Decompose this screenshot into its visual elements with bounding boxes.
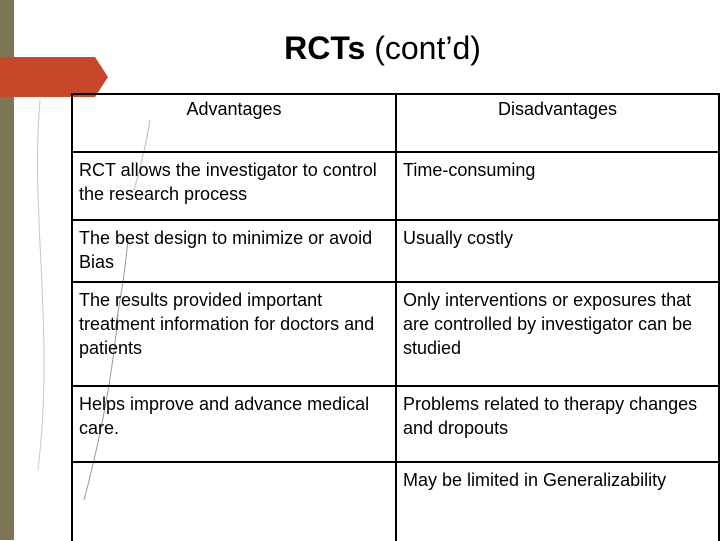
comparison-table xyxy=(71,93,720,541)
advantage-cell-empty xyxy=(72,462,396,541)
table-row xyxy=(72,462,719,541)
disadvantage-cell: Problems related to therapy changes and dropouts xyxy=(396,386,719,462)
header-disadvantages: Disadvantages xyxy=(396,94,719,152)
table-header-row xyxy=(72,94,719,152)
disadvantage-cell: Only interventions or exposures that are controlled by investigator can be studied xyxy=(396,282,719,386)
disadvantage-cell: Usually costly xyxy=(396,220,719,282)
advantage-cell: RCT allows the investigator to control the research process xyxy=(72,152,396,220)
disadvantage-cell: May be limited in Generalizability xyxy=(396,462,719,541)
table-row xyxy=(72,152,719,220)
disadvantage-cell: Time-consuming xyxy=(396,152,719,220)
table-row xyxy=(72,282,719,386)
advantage-cell: The results provided important treatment information for doctors and patients xyxy=(72,282,396,386)
slide-title-rest: (cont’d) xyxy=(365,30,481,66)
advantage-cell: Helps improve and advance medical care. xyxy=(72,386,396,462)
table-row xyxy=(72,220,719,282)
header-advantages: Advantages xyxy=(72,94,396,152)
table-row xyxy=(72,386,719,462)
slide-title-bold: RCTs xyxy=(284,30,366,66)
slide-title xyxy=(0,28,720,68)
advantage-cell: The best design to minimize or avoid Bias xyxy=(72,220,396,282)
